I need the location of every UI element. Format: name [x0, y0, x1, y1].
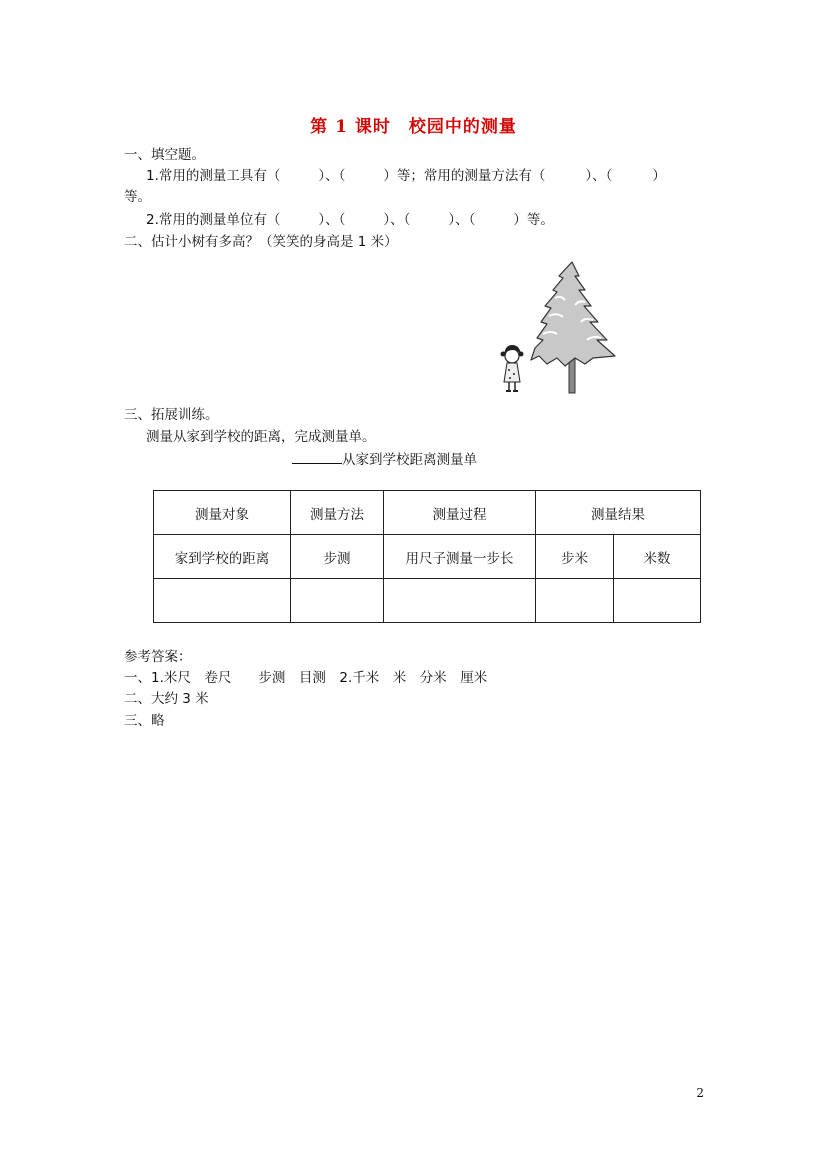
girl-icon	[501, 345, 524, 391]
table-cell-blank	[291, 579, 384, 623]
q2-end: ）等。	[513, 212, 554, 228]
table-row-empty	[154, 579, 701, 623]
table-cell: 用尺子测量一步长	[384, 535, 536, 579]
section2-heading: 二、估计小树有多高？（笑笑的身高是 1 米）	[124, 234, 398, 250]
q2-prefix: 2.常用的测量单位有（	[146, 212, 281, 228]
q1-end: ）	[652, 168, 666, 184]
q1-wrap: 等。	[124, 189, 151, 205]
page-title: 第 1 课时 校园中的测量	[310, 117, 517, 137]
answer-line-2: 二、大约 3 米	[124, 691, 209, 707]
tree-icon	[531, 262, 615, 393]
table-cell-blank	[154, 579, 291, 623]
table-header-row	[154, 491, 701, 535]
section3-heading: 三、拓展训练。	[124, 407, 219, 423]
form-name-blank	[292, 449, 342, 464]
form-title-text: 从家到学校距离测量单	[342, 452, 477, 468]
table-row	[154, 535, 701, 579]
table-header-cell: 测量方法	[291, 491, 384, 535]
form-title	[292, 449, 477, 470]
question-1	[146, 166, 666, 186]
answer-line-1: 一、1.米尺 卷尺 步测 目测 2.千米 米 分米 厘米	[124, 670, 488, 686]
table-cell: 步米	[536, 535, 614, 579]
table-header-cell: 测量过程	[384, 491, 536, 535]
section3-instruction: 测量从家到学校的距离，完成测量单。	[146, 429, 376, 445]
table-cell: 家到学校的距离	[154, 535, 291, 579]
table-header-cell: 测量结果	[536, 491, 701, 535]
answers-heading: 参考答案：	[124, 649, 192, 665]
q2-mid1: ）、（	[318, 212, 346, 228]
section1-heading: 一、填空题。	[124, 147, 205, 163]
table-cell-blank	[614, 579, 701, 623]
question-2	[146, 210, 554, 230]
q2-mid2: ）、（	[383, 212, 411, 228]
table-cell: 米数	[614, 535, 701, 579]
q2-mid3: ）、（	[448, 212, 476, 228]
tree-and-girl-illustration	[495, 258, 625, 398]
answer-line-3: 三、略	[124, 713, 165, 729]
q1-mid1: ）、（	[318, 168, 346, 184]
q1-mid3: ）、（	[585, 168, 613, 184]
measurement-table	[153, 490, 701, 623]
table-cell-blank	[536, 579, 614, 623]
table-header-cell: 测量对象	[154, 491, 291, 535]
page-number: 2	[696, 1086, 704, 1100]
q1-prefix: 1.常用的测量工具有（	[146, 168, 281, 184]
q1-mid2: ）等；常用的测量方法有（	[383, 168, 546, 184]
table-cell-blank	[384, 579, 536, 623]
table-cell: 步测	[291, 535, 384, 579]
